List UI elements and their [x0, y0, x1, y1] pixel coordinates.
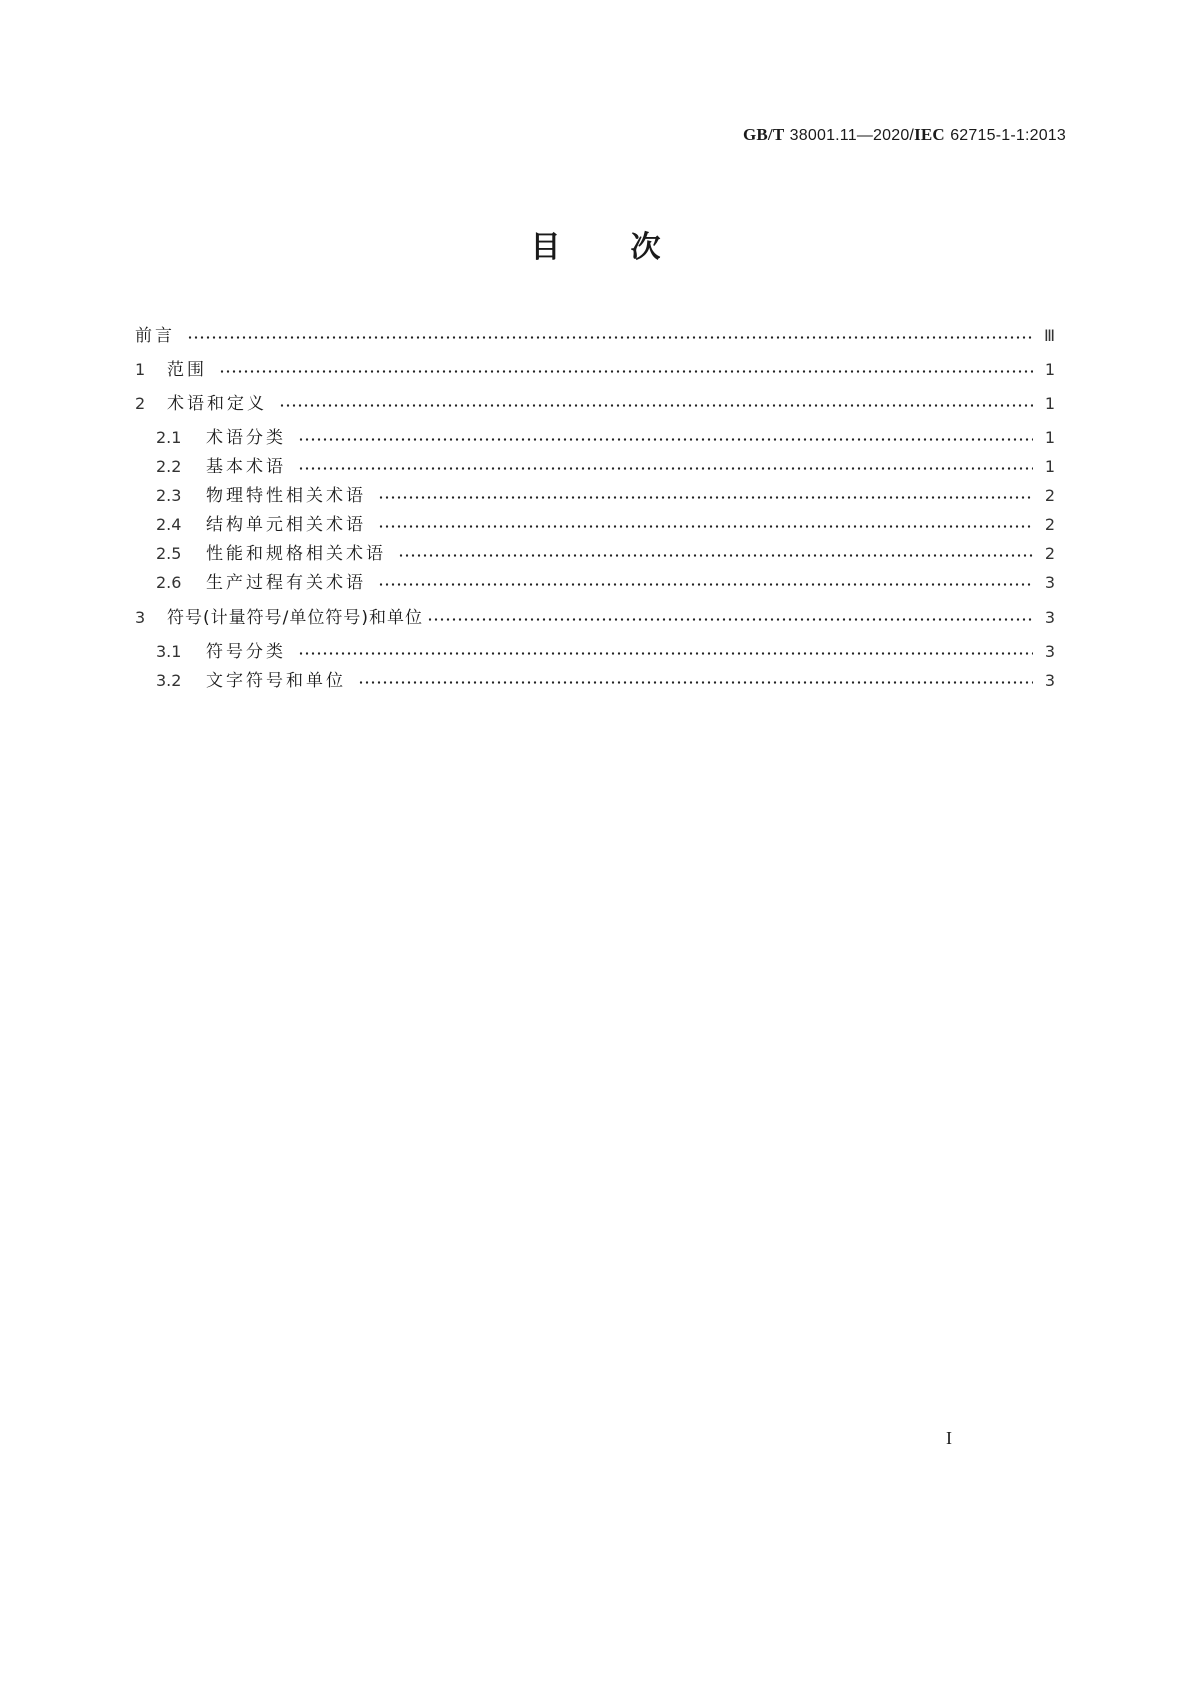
- toc-leader-dots: [358, 669, 1033, 693]
- toc-entry-number: 3: [135, 608, 146, 627]
- toc-leader-dots: [279, 392, 1033, 416]
- toc-page-number: Ⅲ: [1043, 326, 1055, 345]
- toc-leader-dots: [298, 426, 1033, 450]
- toc-page-number: 3: [1044, 608, 1055, 627]
- toc-entry-foreword[interactable]: [135, 324, 1055, 348]
- standard-code: GB/T: [742, 125, 785, 144]
- toc-leader-dots: [378, 484, 1033, 508]
- toc-entry-2-6[interactable]: [156, 571, 1055, 595]
- toc-entry-title: 结构单元相关术语: [206, 515, 366, 535]
- toc-leader-dots: [378, 513, 1033, 537]
- toc-page-number: 2: [1044, 544, 1055, 563]
- toc-entry-2-4[interactable]: [156, 513, 1055, 537]
- toc-entry-2-3[interactable]: [156, 484, 1055, 508]
- toc-leader-dots: [219, 358, 1033, 382]
- page-title: 目次: [530, 230, 731, 265]
- toc-entry-number: 2.2: [156, 457, 182, 476]
- toc-entry-number: 2: [135, 394, 146, 413]
- toc-entry-2-1[interactable]: [156, 426, 1055, 450]
- page-number: I: [946, 1428, 952, 1448]
- toc-leader-dots: [298, 455, 1033, 479]
- toc-entry-number: 2.5: [156, 544, 182, 563]
- toc-entry-number: 3.2: [156, 671, 182, 690]
- toc-entry-3-1[interactable]: [156, 640, 1055, 664]
- toc-entry-title: 符号(计量符号/单位符号)和单位: [167, 608, 423, 628]
- toc-page-number: 2: [1044, 486, 1055, 505]
- iec-code: IEC: [914, 125, 945, 144]
- toc-entry-title: 前言: [135, 326, 175, 346]
- toc-leader-dots: [187, 324, 1033, 348]
- toc-entry-scope[interactable]: [135, 358, 1055, 382]
- standard-header: [743, 125, 1066, 145]
- toc-page-number: 2: [1044, 515, 1055, 534]
- toc-entry-symbols[interactable]: [135, 606, 1055, 630]
- toc-page-number: 3: [1044, 671, 1055, 690]
- toc-page-number: 3: [1044, 573, 1055, 592]
- toc-entry-2-5[interactable]: [156, 542, 1055, 566]
- toc-entry-terms[interactable]: [135, 392, 1055, 416]
- standard-number: 38001.11—2020/: [789, 127, 915, 144]
- toc-leader-dots: [298, 640, 1033, 664]
- iec-number: 62715-1-1:2013: [950, 127, 1066, 144]
- toc-entry-number: 2.3: [156, 486, 182, 505]
- toc-entry-number: 2.4: [156, 515, 182, 534]
- toc-entry-title: 基本术语: [206, 457, 286, 477]
- toc-entry-2-2[interactable]: [156, 455, 1055, 479]
- toc-page-number: 1: [1044, 457, 1055, 476]
- toc-entry-title: 符号分类: [206, 642, 286, 662]
- toc-entry-title: 范围: [167, 360, 207, 380]
- toc-page-number: 3: [1044, 642, 1055, 661]
- toc-entry-title: 物理特性相关术语: [206, 486, 366, 506]
- toc-entry-title: 性能和规格相关术语: [206, 544, 386, 564]
- toc-page-number: 1: [1044, 428, 1055, 447]
- toc-entry-title: 术语和定义: [167, 394, 267, 414]
- toc-entry-title: 文字符号和单位: [206, 671, 346, 691]
- toc-entry-number: 2.6: [156, 573, 182, 592]
- toc-entry-number: 2.1: [156, 428, 182, 447]
- toc-entry-title: 生产过程有关术语: [206, 573, 366, 593]
- toc-leader-dots: [398, 542, 1033, 566]
- toc-entry-3-2[interactable]: [156, 669, 1055, 693]
- toc-leader-dots: [427, 606, 1033, 630]
- toc-entry-number: 1: [135, 360, 146, 379]
- toc-entry-title: 术语分类: [206, 428, 286, 448]
- toc-entry-number: 3.1: [156, 642, 182, 661]
- toc-page-number: 1: [1044, 360, 1055, 379]
- toc-leader-dots: [378, 571, 1033, 595]
- toc-page-number: 1: [1044, 394, 1055, 413]
